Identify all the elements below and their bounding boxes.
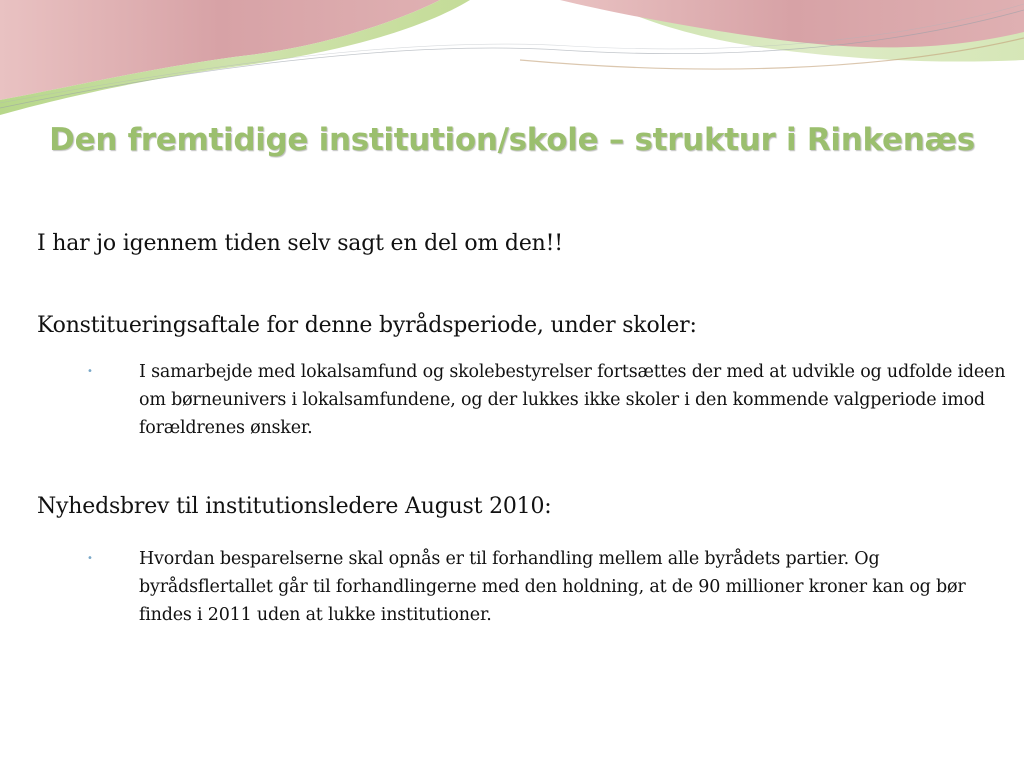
bullet-text: I samarbejde med lokalsamfund og skolebestyrelser fortsættes der med at udvikle og udfolde ideen om børneunivers i lokalsamfundene, og der lukkes ikke skoler i den kommende valgperiode imod forældrenes ønsker. — [139, 362, 1006, 438]
bullet-text: Hvordan besparelserne skal opnås er til forhandling mellem alle byrådets partier. Og byrådsflertallet går til forhandlingerne med den holdning, at de 90 millioner kroner kan og bør findes i 2011 uden at lukke institutioner. — [139, 549, 966, 625]
slide-title: Den fremtidige institution/skole – struktur i Rinkenæs — [49, 122, 975, 158]
intro-paragraph: I har jo igennem tiden selv sagt en del om den!! — [37, 231, 563, 256]
decorative-wave-banner — [0, 0, 1024, 130]
agreement-heading: Konstitueringsaftale for denne byrådsperiode, under skoler: — [37, 313, 697, 338]
banner-pink-wave-right — [560, 0, 1024, 47]
bullet-dot-icon: • — [87, 553, 93, 564]
slide-body — [37, 226, 1012, 629]
bullet-dot-icon: • — [87, 366, 93, 377]
bullet-item-newsletter — [37, 545, 1012, 629]
newsletter-heading: Nyhedsbrev til institutionsledere August 2010: — [37, 494, 552, 519]
bullet-item-agreement — [37, 358, 1012, 442]
